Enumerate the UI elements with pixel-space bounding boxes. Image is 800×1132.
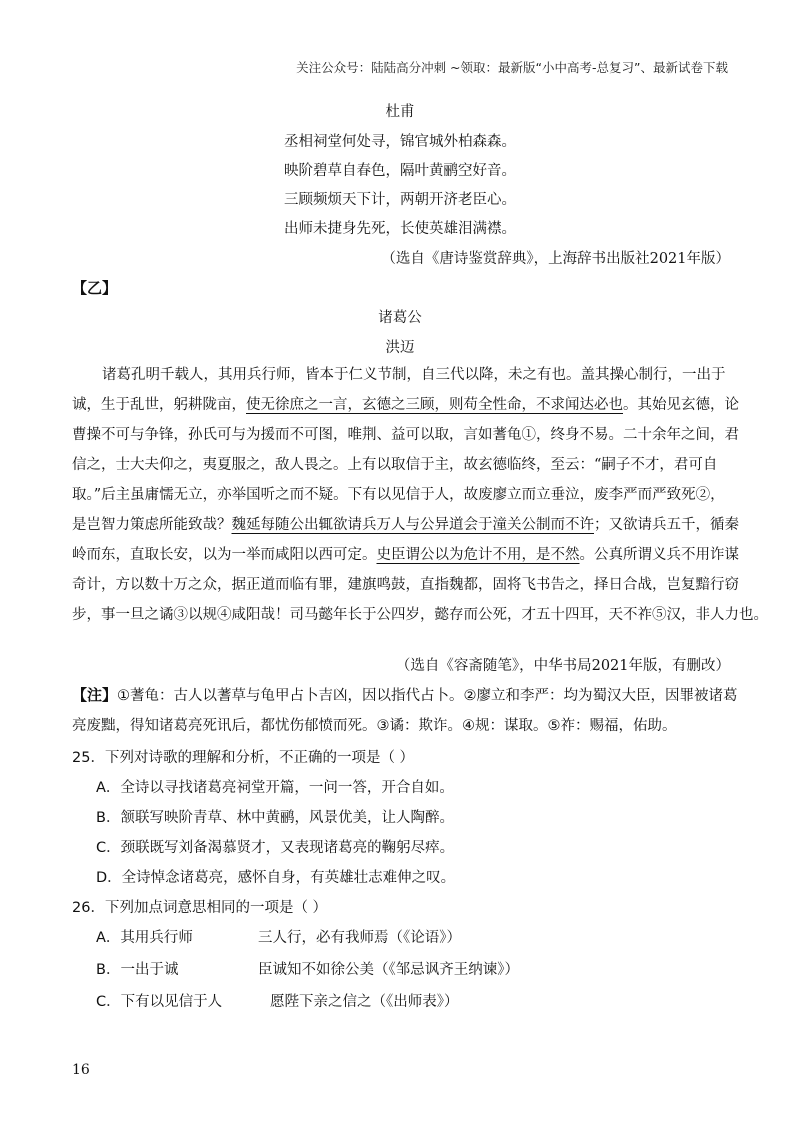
question-26-option-a[interactable]: A．其用兵行师 [96, 930, 193, 946]
essay-title: 诸葛公 [378, 310, 422, 326]
essay-line: 是岂智力策虑所能致哉？魏延每随公出辄欲请兵万人与公异道会于潼关公制而不许；又欲请兵五千，循秦 [72, 517, 739, 533]
essay-line: 取。”后主虽庸懦无立，亦举国听之而不疑。下有以见信于人，故废廖立而立垂泣，废李严而严致死②， [72, 487, 725, 503]
essay-line: 曹操不可与争锋，孙氏可与为援而不可图，唯荆、益可以取，言如蓍龟①，终身不易。二十余年之间，君 [72, 427, 739, 443]
question-25-option-b[interactable]: B．颔联写映阶青草、林中黄鹂，风景优美，让人陶醉。 [96, 810, 454, 826]
question-26-stem: 26．下列加点词意思相同的一项是（ ） [72, 900, 328, 916]
underlined-sentence: 魏延每随公出辄欲请兵万人与公异道会于潼关公制而不许 [231, 517, 594, 533]
question-26-option-c-compare: 愿陛下亲之信之（《出师表》） [270, 994, 459, 1010]
question-25-option-c[interactable]: C．颈联既写刘备渴慕贤才，又表现诸葛亮的鞠躬尽瘁。 [96, 840, 455, 856]
essay-author: 洪迈 [385, 340, 415, 356]
essay-line: 奇计，方以数十万之众，据正道而临有罪，建旗鸣鼓，直指魏都，固将飞书告之，择日合战，岂复黯行窃 [72, 577, 739, 593]
poem-line: 三顾频烦天下计，两朝开济老臣心。 [284, 192, 516, 208]
poem-line: 映阶碧草自春色，隔叶黄鹂空好音。 [284, 163, 516, 179]
section-label-yi: 【乙】 [72, 279, 118, 297]
essay-line: 信之，士大夫仰之，夷夏服之，敌人畏之。上有以取信于主，故玄德临终，至云：“嗣子不才，君可自 [72, 457, 718, 473]
question-26-option-a-compare: 三人行，必有我师焉（《论语》） [258, 930, 461, 946]
page-header: 关注公众号：陆陆高分冲刺 ~领取：最新版“小中高考-总复习”、最新试卷下载 [296, 60, 728, 75]
poem-line: 丞相祠堂何处寻，锦官城外柏森森。 [284, 134, 516, 150]
notes-line-1: 【注】①蓍龟：古人以蓍草与龟甲占卜吉凶，因以指代占卜。②廖立和李严：均为蜀汉大臣，因罪被诸葛 [72, 686, 738, 704]
essay-line: 岭而东，直取长安，以为一举而咸阳以西可定。史臣谓公以为危计不用，是不然。公真所谓义兵不用诈谋 [72, 547, 739, 563]
question-26-option-b-compare: 臣诚知不如徐公美（《邹忌讽齐王纳谏》） [258, 962, 519, 978]
notes-label: 【注】 [72, 686, 118, 704]
essay-source: （选自《容斋随笔》，中华书局2021年版，有删改） [395, 658, 730, 674]
essay-line: 步，事一旦之谲③以规④咸阳哉！司马懿年长于公四岁，懿存而公死，才五十四耳，天不祚⑤汉，非人力也。 [72, 607, 768, 623]
underlined-sentence: 使无徐庶之一言，玄德之三顾，则苟全性命，不求闻达必也 [246, 397, 623, 413]
question-25-option-d[interactable]: D．全诗悼念诸葛亮，感怀自身，有英雄壮志难伸之叹。 [96, 870, 456, 886]
underlined-sentence: 史臣谓公以为危计不用，是不然 [376, 547, 580, 563]
question-25-stem: 25．下列对诗歌的理解和分析，不正确的一项是（ ） [72, 750, 415, 766]
page-number: 16 [72, 1062, 90, 1078]
poem-line: 出师未捷身先死，长使英雄泪满襟。 [284, 221, 516, 237]
notes-line-2: 亮废黜，得知诸葛亮死讯后，都忧伤郁愤而死。③谲：欺诈。④规：谋取。⑤祚：赐福，佑助。 [72, 718, 677, 734]
poem-author: 杜甫 [385, 104, 415, 120]
poem-source: （选自《唐诗鉴赏辞典》，上海辞书出版社2021年版） [381, 251, 730, 267]
question-26-option-b[interactable]: B．一出于诚 [96, 962, 179, 978]
essay-body [72, 360, 768, 630]
essay-line: 诚，生于乱世，躬耕陇亩，使无徐庶之一言，玄德之三顾，则苟全性命，不求闻达必也。其始见玄德，论 [72, 397, 739, 413]
question-25-option-a[interactable]: A．全诗以寻找诸葛亮祠堂开篇，一问一答，开合自如。 [96, 780, 454, 796]
essay-line: 诸葛孔明千载人，其用兵行师，皆本于仁义节制，自三代以降，未之有也。盖其操心制行，一出于 [102, 367, 726, 383]
question-26-option-c[interactable]: C．下有以见信于人 [96, 994, 223, 1010]
